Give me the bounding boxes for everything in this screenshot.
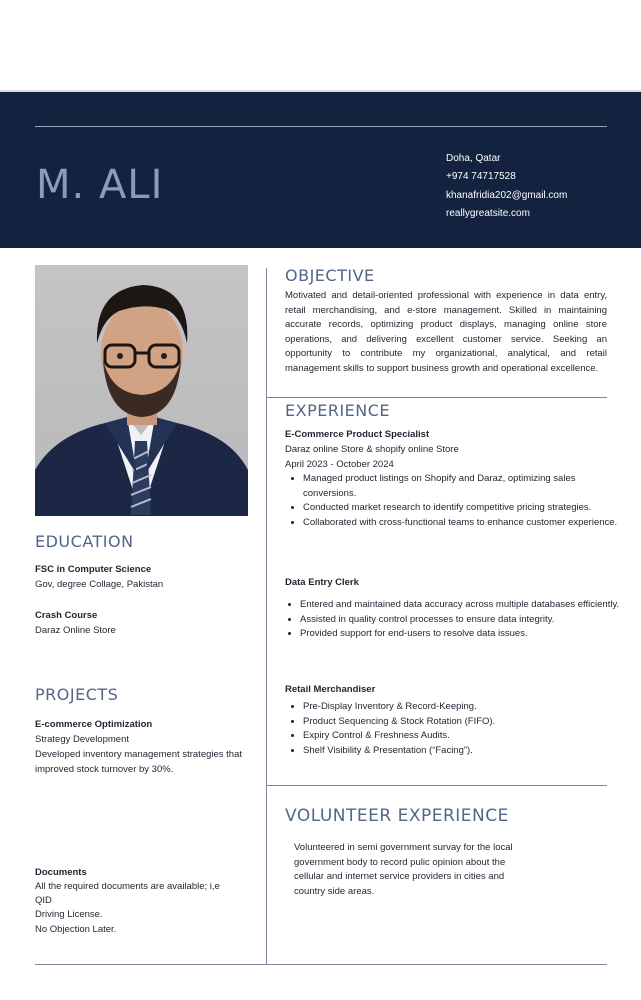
job-3-bullets	[285, 700, 621, 758]
job-1-bullet-1: • Managed product listings on Shopify and Daraz, optimizing sales conversions.	[303, 472, 621, 501]
objective-divider	[266, 397, 607, 398]
header-divider	[35, 126, 607, 127]
education-degree-2: Crash Course	[35, 610, 98, 621]
projects-title: PROJECTS	[35, 685, 119, 704]
job-1-bullets	[285, 472, 621, 530]
volunteer-text: Volunteered in semi government survay for the local government body to record pulic opinion about the cellular and internet service providers in cities and country side areas.	[294, 842, 513, 897]
candidate-name: M. ALI	[36, 162, 164, 208]
job-1-company: Daraz online Store & shopify online Store	[285, 444, 459, 455]
documents-title: Documents	[35, 867, 87, 878]
project-description: Developed inventory management strategies that improved stock turnover by 30%.	[35, 749, 243, 775]
job-1-dates: April 2023 - October 2024	[285, 459, 394, 470]
job-2-bullets	[282, 598, 622, 642]
volunteer-title: VOLUNTEER EXPERIENCE	[285, 806, 509, 826]
job-1-bullet-2: • Conducted market research to identify competitive pricing strategies.	[303, 501, 621, 516]
education-school-2: Daraz Online Store	[35, 625, 116, 636]
job-3-bullet-2: • Product Sequencing & Stock Rotation (FIFO).	[303, 715, 621, 730]
column-divider	[266, 268, 267, 965]
portrait-illustration	[35, 265, 248, 516]
job-2-bullet-1: • Entered and maintained data accuracy across multiple databases efficiently.	[300, 598, 622, 613]
objective-text: Motivated and detail-oriented professional with experience in data entry, retail merchandising, and e-store management. Skilled in maintaining accurate records, optimizing product displays, managing online store operations, and delivering excellent customer service. Seeking an opportunity to contribute my organizational, analytical, and retail management skills to support business growth and operational excellence.	[285, 290, 607, 374]
documents-line-4: No Objection Later.	[35, 924, 117, 935]
job-3-bullet-1: • Pre-Display Inventory & Record-Keeping.	[303, 700, 621, 715]
footer-divider	[35, 964, 607, 965]
resume-header	[0, 90, 641, 248]
job-1-role: E-Commerce Product Specialist	[285, 429, 430, 440]
experience-title: EXPERIENCE	[285, 401, 391, 420]
contact-website[interactable]: reallygreatsite.com	[446, 208, 530, 220]
contact-info	[446, 150, 567, 224]
experience-divider	[266, 785, 607, 786]
job-1-bullet-3: • Collaborated with cross-functional teams to enhance customer experience.	[303, 516, 621, 531]
project-name: E-commerce Optimization	[35, 719, 153, 730]
contact-phone: +974 74717528	[446, 171, 516, 183]
objective-title: OBJECTIVE	[285, 266, 375, 285]
job-2-role: Data Entry Clerk	[285, 577, 359, 588]
job-3-bullet-3: • Expiry Control & Freshness Audits.	[303, 729, 621, 744]
documents-line-3: Driving License.	[35, 909, 103, 920]
contact-location: Doha, Qatar	[446, 153, 501, 164]
project-subtitle: Strategy Development	[35, 734, 129, 745]
documents-line-2: QID	[35, 895, 52, 906]
job-3-role: Retail Merchandiser	[285, 684, 376, 695]
education-title: EDUCATION	[35, 532, 134, 551]
job-3-bullet-4: • Shelf Visibility & Presentation (“Facing”).	[303, 744, 621, 759]
documents-line-1: All the required documents are available; i,e	[35, 881, 220, 892]
profile-photo	[35, 265, 248, 516]
education-school-1: Gov, degree Collage, Pakistan	[35, 579, 164, 590]
job-2-bullet-3: • Provided support for end-users to resolve data issues.	[300, 627, 622, 642]
job-2-bullet-2: • Assisted in quality control processes to ensure data integrity.	[300, 613, 622, 628]
education-degree-1: FSC in Computer Science	[35, 564, 152, 575]
contact-email[interactable]: khanafridia202@gmail.com	[446, 189, 568, 201]
